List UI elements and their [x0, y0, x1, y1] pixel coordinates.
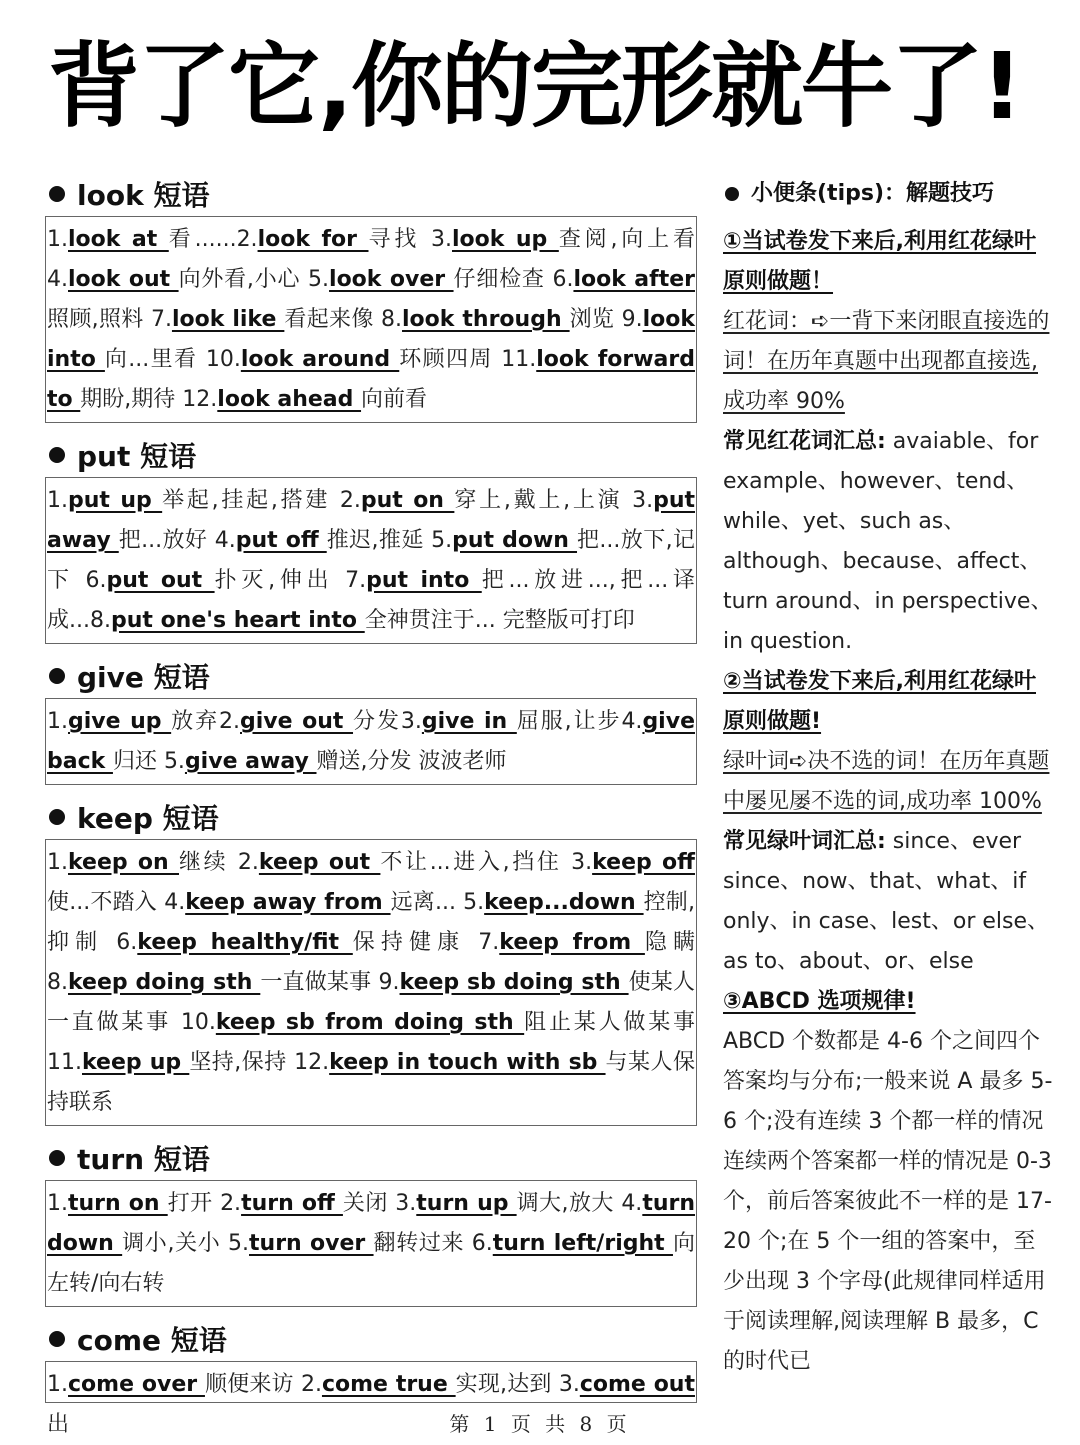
section-heading-keep [45, 795, 697, 839]
phrase-meaning: 环顾四周 [399, 347, 502, 372]
section-heading-come [45, 1317, 697, 1361]
phrase: keep sb doing sth [399, 970, 629, 995]
phrase: put up [68, 488, 163, 513]
bullet-icon [49, 668, 65, 684]
section-heading-label: look 短语 [77, 179, 210, 212]
phrase: keep off [592, 850, 695, 875]
item-number: 1. [47, 850, 68, 875]
phrase-meaning: 仔细检查 [453, 267, 553, 292]
phrase: look through [402, 307, 570, 332]
phrase: come over [68, 1372, 205, 1397]
phrase-meaning: 推迟,推延 [326, 528, 432, 553]
rule-2-body: 绿叶词➪决不选的词！在历年真题中屡见屡不选的词,成功率 100% [723, 749, 1050, 814]
item-number: 1. [47, 227, 68, 252]
item-number: 9. [621, 307, 643, 332]
phrase-meaning: 举起,挂起,搭建 [162, 488, 340, 513]
item-number: 6. [552, 267, 574, 292]
phrase-box-put [45, 477, 697, 644]
rule-1-word-list: avaiable、for example、however、tend、while、yet、such as、although、because、affect、turn around、in perspective、in question. [723, 429, 1053, 654]
phrase: look around [240, 347, 400, 372]
phrase: look at [68, 227, 169, 252]
phrase-meaning: 顺便来访 [204, 1372, 301, 1397]
phrase: give up [68, 709, 172, 734]
rule-1-words [723, 422, 1053, 662]
phrase: look into [47, 307, 695, 372]
phrase: put down [452, 528, 578, 553]
item-number: 4. [164, 890, 186, 915]
phrase-meaning: 阻止某人做某事 [524, 1010, 695, 1035]
item-number: 5. [308, 267, 330, 292]
phrase: keep on [68, 850, 179, 875]
phrase-meaning: 看起来像 [284, 307, 382, 332]
phrase: keep sb from doing sth [215, 1010, 525, 1035]
item-number: 2. [236, 227, 258, 252]
phrase-meaning: 把...放下,记下 [47, 528, 695, 593]
section-heading-label: come 短语 [77, 1324, 227, 1357]
tips-body [723, 222, 1053, 1382]
item-number: 12. [182, 387, 218, 412]
section-heading-label: give 短语 [77, 661, 210, 694]
phrase: turn off [241, 1191, 343, 1216]
phrase: put on [360, 488, 455, 513]
phrase-meaning: 实现,达到 [455, 1372, 559, 1397]
rule-2-label: 常见绿叶词汇总: [723, 829, 886, 854]
phrase-meaning: 翻转过来 [373, 1231, 472, 1256]
phrase-meaning: 打开 [167, 1191, 221, 1216]
item-number: 8. [89, 608, 111, 633]
item-number: 2. [339, 488, 361, 513]
phrase-meaning: 分发 [353, 709, 401, 734]
phrase-meaning: 看...... [168, 227, 237, 252]
phrase-meaning: 全神贯注于... 完整版可打印 [364, 608, 635, 633]
phrase: keep...down [484, 890, 644, 915]
item-number: 4. [621, 1191, 643, 1216]
phrase: come true [321, 1372, 456, 1397]
phrase: put away [47, 488, 696, 553]
phrase-meaning: 远离... [390, 890, 464, 915]
item-number: 1. [47, 709, 68, 734]
bullet-icon [49, 447, 65, 463]
phrase: come out [579, 1372, 695, 1397]
phrase-meaning: 关闭 [342, 1191, 396, 1216]
bullet-icon [49, 186, 65, 202]
phrase-meaning: 不让...进入,挡住 [380, 850, 572, 875]
page-number: 第 1 页 共 8 页 [449, 1412, 631, 1436]
item-number: 7. [150, 307, 172, 332]
item-number: 9. [378, 970, 400, 995]
rule-2-title: ②当试卷发下来后,利用红花绿叶原则做题! [723, 669, 1036, 734]
section-heading-turn [45, 1136, 697, 1180]
item-number: 12. [294, 1050, 330, 1075]
phrase: turn on [68, 1191, 168, 1216]
phrase: give out [240, 709, 354, 734]
item-number: 3. [558, 1372, 580, 1397]
item-number: 2. [219, 709, 240, 734]
phrase: look ahead [217, 387, 362, 412]
phrase: keep from [499, 930, 645, 955]
item-number: 4. [621, 709, 643, 734]
rule-3-title: ③ABCD 选项规律! [723, 989, 916, 1014]
item-number: 3. [400, 709, 422, 734]
phrase: look forward to [47, 347, 695, 412]
item-number: 3. [632, 488, 654, 513]
item-number: 4. [47, 267, 68, 292]
item-number: 5. [228, 1231, 250, 1256]
phrase-meaning: 出 [47, 1412, 70, 1437]
phrase: give back [47, 709, 695, 774]
phrase: put out [106, 568, 215, 593]
rule-2-word-list: since、ever since、now、that、what、if only、in case、lest、or else、as to、about、or、else [723, 829, 1050, 974]
bullet-icon [49, 1331, 65, 1347]
phrase-meaning: 赠送,分发 波波老师 [316, 749, 507, 774]
tips-panel [723, 172, 1053, 1382]
section-heading-look [45, 172, 697, 216]
phrase-meaning: 浏览 [569, 307, 622, 332]
item-number: 5. [431, 528, 453, 553]
item-number: 8. [47, 970, 68, 995]
phrase-meaning: 与某人保持联系 [47, 1050, 695, 1115]
item-number: 7. [478, 930, 500, 955]
section-heading-label: keep 短语 [77, 802, 219, 835]
item-number: 10. [205, 347, 241, 372]
phrase-meaning: 向前看 [361, 387, 428, 412]
phrase: turn over [249, 1231, 374, 1256]
bullet-icon [725, 187, 739, 201]
phrase-meaning: 把...放进...,把...译成... [47, 568, 695, 633]
phrase: give in [421, 709, 517, 734]
item-number: 3. [571, 850, 593, 875]
tips-heading-label: 小便条(tips)：解题技巧 [751, 181, 995, 206]
rule-1-label: 常见红花词汇总: [723, 429, 886, 454]
phrase-meaning: 坚持,保持 [189, 1050, 295, 1075]
item-number: 1. [47, 488, 68, 513]
rule-1-body: 红花词：➪一背下来闭眼直接选的词！在历年真题中出现都直接选,成功率 90% [723, 309, 1050, 414]
section-heading-label: put 短语 [77, 440, 197, 473]
item-number: 11. [501, 347, 537, 372]
phrase: turn down [47, 1191, 696, 1256]
phrase: look out [68, 267, 179, 292]
phrase: turn up [416, 1191, 517, 1216]
phrase-box-keep [45, 839, 697, 1126]
phrase-meaning: 向外看,小心 [178, 267, 309, 292]
item-number: 2. [237, 850, 259, 875]
phrase: keep doing sth [68, 970, 261, 995]
phrase-meaning: 保持健康 [352, 930, 479, 955]
item-number: 2. [300, 1372, 322, 1397]
phrase: look after [573, 267, 695, 292]
phrase-meaning: 照顾,照料 [47, 307, 151, 332]
phrase-meaning: 使...不踏入 [47, 890, 165, 915]
rule-2-words [723, 822, 1053, 982]
phrase-meaning: 放弃 [171, 709, 219, 734]
phrase-meaning: 调大,放大 [516, 1191, 622, 1216]
phrase-box-give [45, 698, 697, 785]
phrase: keep out [258, 850, 381, 875]
phrase-meaning: 一直做某事 [260, 970, 379, 995]
phrase: look for [257, 227, 369, 252]
item-number: 8. [381, 307, 403, 332]
phrase: keep healthy/fit [137, 930, 353, 955]
phrase-meaning: 穿上,戴上,上演 [454, 488, 633, 513]
item-number: 6. [116, 930, 138, 955]
section-heading-put [45, 433, 697, 477]
phrase-meaning: 归还 [112, 749, 164, 774]
phrase: put one's heart into [110, 608, 365, 633]
item-number: 6. [471, 1231, 493, 1256]
item-number: 5. [163, 749, 185, 774]
page-title: 背了它,你的完形就牛了! [48, 33, 1021, 140]
item-number: 2. [220, 1191, 242, 1216]
item-number: 7. [345, 568, 367, 593]
phrase: turn left/right [492, 1231, 673, 1256]
phrase: put off [235, 528, 327, 553]
phrase-meaning: 查阅,向上看 [558, 227, 695, 252]
phrase-meaning: 寻找 [368, 227, 431, 252]
section-heading-label: turn 短语 [77, 1143, 210, 1176]
phrase-meaning: 使某人一直做某事 [47, 970, 695, 1035]
item-number: 5. [463, 890, 485, 915]
phrase-meaning: 扑灭,伸出 [214, 568, 346, 593]
item-number: 3. [395, 1191, 417, 1216]
tips-heading [723, 172, 1053, 216]
phrase-meaning: 屈服,让步 [516, 709, 622, 734]
bullet-icon [49, 1150, 65, 1166]
bullet-icon [49, 809, 65, 825]
phrase: give away [184, 749, 317, 774]
phrase: keep in touch with sb [329, 1050, 606, 1075]
phrase-box-look [45, 216, 697, 423]
item-number: 10. [180, 1010, 216, 1035]
phrase-meaning: 向...里看 [104, 347, 206, 372]
item-number: 4. [214, 528, 236, 553]
phrase: look over [329, 267, 454, 292]
phrase-meaning: 继续 [179, 850, 238, 875]
phrase: put into [366, 568, 482, 593]
rule-3-body: ABCD 个数都是 4-6 个之间四个答案均与分布;一般来说 A 最多 5-6 个;没有连续 3 个都一样的情况连续两个答案都一样的情况是 0-3 个，前后答案彼此不一样的是 17-20 个;在 5 个一组的答案中，至少出现 3 个字母(此规律同样适用于阅读理解,阅读理解 B 最多，C 的时代已 [723, 1029, 1053, 1374]
item-number: 3. [431, 227, 452, 252]
phrase-meaning: 向左转/向右转 [47, 1231, 695, 1296]
rule-1-title: ①当试卷发下来后,利用红花绿叶原则做题！ [723, 229, 1036, 294]
section-heading-give [45, 654, 697, 698]
item-number: 6. [85, 568, 107, 593]
phrase-meaning: 隐瞒 [644, 930, 695, 955]
phrase: keep up [82, 1050, 190, 1075]
phrase: keep away from [185, 890, 391, 915]
item-number: 11. [47, 1050, 82, 1075]
phrase: look like [171, 307, 285, 332]
item-number: 1. [47, 1372, 68, 1397]
item-number: 1. [47, 1191, 68, 1216]
phrase-meaning: 期盼,期待 [80, 387, 183, 412]
phrase-meaning: 调小,关小 [122, 1231, 229, 1256]
phrase: look up [452, 227, 559, 252]
phrase-meaning: 控制,抑制 [47, 890, 695, 955]
phrase-box-turn [45, 1180, 697, 1307]
phrase-meaning: 把...放好 [118, 528, 215, 553]
